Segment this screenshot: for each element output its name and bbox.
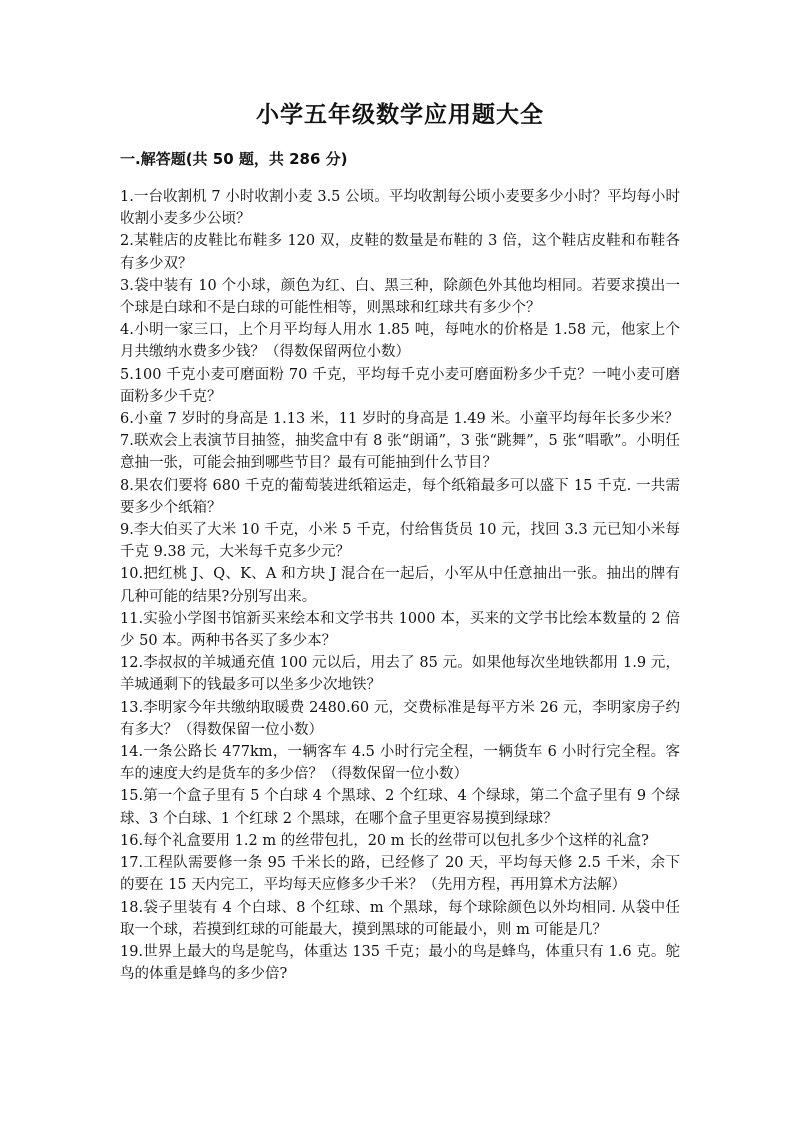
question-item: 13.李明家今年共缴纳取暖费 2480.60 元，交费标准是每平方米 26 元，李明家房子约有多大？（得数保留一位小数）	[120, 699, 680, 738]
question-item: 19.世界上最大的鸟是鸵鸟，体重达 135 千克；最小的鸟是蜂鸟，体重只有 1.6 克。鸵鸟的体重是蜂鸟的多少倍?	[120, 943, 680, 983]
question-item: 3.袋中装有 10 个小球，颜色为红、白、黑三种，除颜色外其他均相同。若要求摸出一个球是白球和不是白球的可能性相等，则黑球和红球共有多少个？	[120, 277, 680, 317]
question-item: 5.100 千克小麦可磨面粉 70 千克，平均每千克小麦可磨面粉多少千克？一吨小麦可磨面粉多少千克？	[120, 366, 680, 405]
section-heading: 一.解答题(共 50 题，共 286 分)	[120, 150, 348, 168]
question-item: 15.第一个盒子里有 5 个白球 4 个黑球、2 个红球、4 个绿球，第二个盒子里有 9 个绿球、3 个白球、1 个红球 2 个黑球，在哪个盒子里更容易摸到绿球？	[120, 788, 680, 827]
question-item: 12.李叔叔的羊城通充值 100 元以后，用去了 85 元。如果他每次坐地铁都用 1.9 元，羊城通剩下的钱最多可以坐多少次地铁？	[120, 655, 680, 694]
question-item: 17.工程队需要修一条 95 千米长的路，已经修了 20 天，平均每天修 2.5 千米，余下的要在 15 天内完工，平均每天应修多少千米？（先用方程，再用算术方法解）	[120, 855, 680, 894]
question-item: 14.一条公路长 477km，一辆客车 4.5 小时行完全程，一辆货车 6 小时行完全程。客车的速度大约是货车的多少倍？（得数保留一位小数）	[120, 744, 680, 783]
question-item: 1.一台收割机 7 小时收割小麦 3.5 公顷。平均收割每公顷小麦要多少小时？平均每小时收割小麦多少公顷？	[120, 189, 680, 228]
question-item: 9.李大伯买了大米 10 千克，小米 5 千克，付给售货员 10 元，找回 3.3 元已知小米每千克 9.38 元，大米每千克多少元？	[120, 522, 680, 561]
question-item: 2.某鞋店的皮鞋比布鞋多 120 双，皮鞋的数量是布鞋的 3 倍，这个鞋店皮鞋和布鞋各有多少双？	[120, 233, 680, 272]
question-item: 7.联欢会上表演节目抽签，抽奖盒中有 8 张“朗诵”，3 张“跳舞”，5 张“唱歌”。小明任意抽一张，可能会抽到哪些节目？最有可能抽到什么节目？	[120, 433, 680, 472]
question-item: 16.每个礼盒要用 1.2 m 的丝带包扎，20 m 长的丝带可以包扎多少个这样的礼盒?	[120, 832, 649, 849]
question-item: 10.把红桃 J、Q、K、A 和方块 J 混合在一起后，小军从中任意抽出一张。抽出的牌有几种可能的结果?分别写出来。	[120, 566, 680, 605]
question-item: 8.果农们要将 680 千克的葡萄装进纸箱运走，每个纸箱最多可以盛下 15 千克. 一共需要多少个纸箱？	[120, 477, 680, 516]
question-item: 18.袋子里装有 4 个白球、8 个红球、m 个黑球，每个球除颜色以外均相同. 从袋中任取一个球，若摸到红球的可能最大，摸到黑球的可能最小，则 m 可能是几？	[120, 899, 680, 938]
question-item: 6.小童 7 岁时的身高是 1.13 米，11 岁时的身高是 1.49 米。小童平均每年长多少米？	[120, 411, 679, 428]
question-item: 11.实验小学图书馆新买来绘本和文学书共 1000 本，买来的文学书比绘本数量的 2 倍少 50 本。两种书各买了多少本？	[120, 610, 680, 650]
page-title: 小学五年级数学应用题大全	[256, 102, 544, 128]
question-item: 4.小明一家三口，上个月平均每人用水 1.85 吨，每吨水的价格是 1.58 元，他家上个月共缴纳水费多少钱？（得数保留两位小数）	[120, 322, 680, 361]
question-list	[120, 186, 680, 985]
